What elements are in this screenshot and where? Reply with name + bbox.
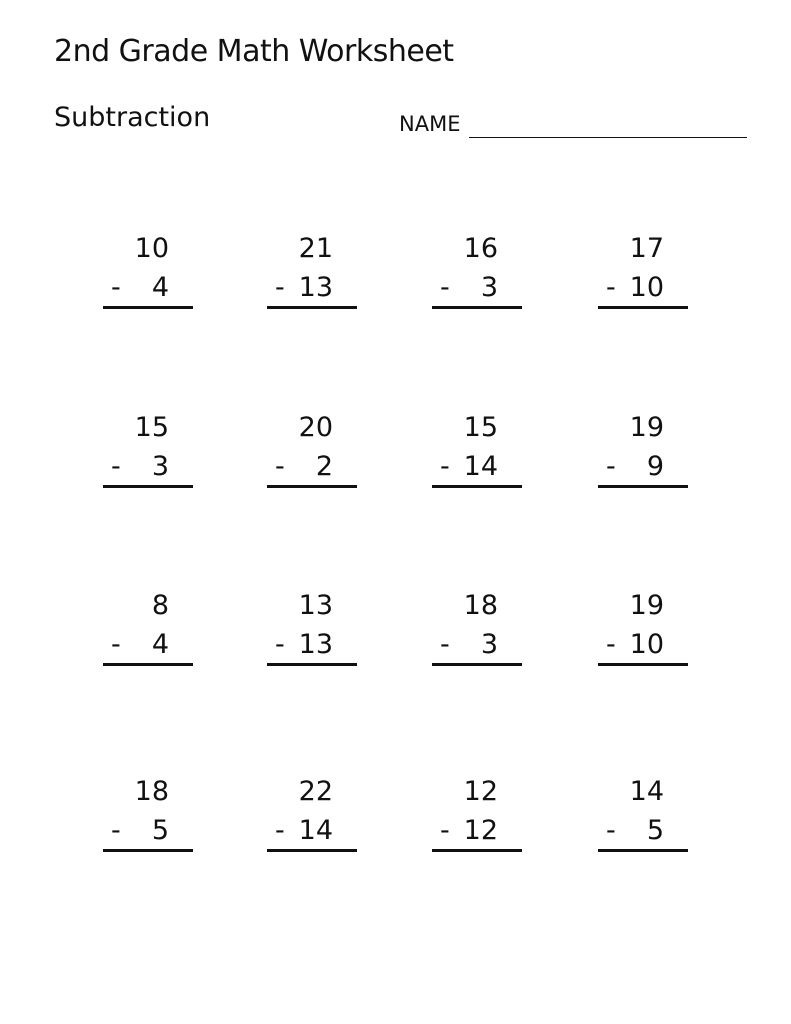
minuend: 15 <box>463 412 498 443</box>
worksheet-title: 2nd Grade Math Worksheet <box>54 34 454 69</box>
minus-sign: - <box>275 451 285 482</box>
problem-10 <box>267 590 357 670</box>
minuend: 21 <box>298 233 333 264</box>
subtrahend: 5 <box>151 815 169 846</box>
name-field-line[interactable] <box>469 137 747 138</box>
problem-1 <box>103 233 193 313</box>
problem-8 <box>598 412 688 492</box>
minuend: 17 <box>629 233 664 264</box>
problem-15 <box>432 776 522 856</box>
answer-line[interactable] <box>103 306 193 309</box>
minuend: 18 <box>134 776 169 807</box>
answer-line[interactable] <box>432 306 522 309</box>
minuend: 16 <box>463 233 498 264</box>
minus-sign: - <box>440 815 450 846</box>
minuend: 15 <box>134 412 169 443</box>
problem-16 <box>598 776 688 856</box>
subtrahend: 4 <box>151 272 169 303</box>
answer-line[interactable] <box>432 485 522 488</box>
subtrahend: 5 <box>646 815 664 846</box>
subtrahend: 14 <box>298 815 333 846</box>
minuend: 10 <box>134 233 169 264</box>
subtrahend: 13 <box>298 629 333 660</box>
answer-line[interactable] <box>267 663 357 666</box>
minus-sign: - <box>440 272 450 303</box>
problem-13 <box>103 776 193 856</box>
minus-sign: - <box>275 815 285 846</box>
answer-line[interactable] <box>103 849 193 852</box>
minuend: 22 <box>298 776 333 807</box>
minus-sign: - <box>275 272 285 303</box>
minuend: 12 <box>463 776 498 807</box>
minus-sign: - <box>606 451 616 482</box>
problem-14 <box>267 776 357 856</box>
subtrahend: 2 <box>315 451 333 482</box>
answer-line[interactable] <box>267 306 357 309</box>
minus-sign: - <box>440 629 450 660</box>
answer-line[interactable] <box>598 306 688 309</box>
problem-9 <box>103 590 193 670</box>
minus-sign: - <box>275 629 285 660</box>
minus-sign: - <box>440 451 450 482</box>
subtrahend: 13 <box>298 272 333 303</box>
problem-12 <box>598 590 688 670</box>
minus-sign: - <box>606 629 616 660</box>
problem-6 <box>267 412 357 492</box>
problem-5 <box>103 412 193 492</box>
problem-4 <box>598 233 688 313</box>
answer-line[interactable] <box>432 663 522 666</box>
subtrahend: 9 <box>646 451 664 482</box>
minus-sign: - <box>606 815 616 846</box>
answer-line[interactable] <box>432 849 522 852</box>
subtrahend: 3 <box>151 451 169 482</box>
minus-sign: - <box>111 272 121 303</box>
subtrahend: 10 <box>629 272 664 303</box>
problem-7 <box>432 412 522 492</box>
problem-2 <box>267 233 357 313</box>
minuend: 13 <box>298 590 333 621</box>
answer-line[interactable] <box>267 849 357 852</box>
answer-line[interactable] <box>103 663 193 666</box>
minuend: 20 <box>298 412 333 443</box>
minuend: 14 <box>629 776 664 807</box>
answer-line[interactable] <box>103 485 193 488</box>
minuend: 8 <box>151 590 169 621</box>
name-label: NAME <box>399 112 461 136</box>
minus-sign: - <box>606 272 616 303</box>
subtrahend: 3 <box>480 272 498 303</box>
minuend: 19 <box>629 590 664 621</box>
minuend: 19 <box>629 412 664 443</box>
subtrahend: 4 <box>151 629 169 660</box>
subtrahend: 10 <box>629 629 664 660</box>
minus-sign: - <box>111 451 121 482</box>
answer-line[interactable] <box>598 663 688 666</box>
answer-line[interactable] <box>267 485 357 488</box>
minus-sign: - <box>111 815 121 846</box>
worksheet-subtitle: Subtraction <box>54 102 211 133</box>
answer-line[interactable] <box>598 485 688 488</box>
problem-3 <box>432 233 522 313</box>
minuend: 18 <box>463 590 498 621</box>
minus-sign: - <box>111 629 121 660</box>
subtrahend: 12 <box>463 815 498 846</box>
subtrahend: 14 <box>463 451 498 482</box>
subtrahend: 3 <box>480 629 498 660</box>
problem-11 <box>432 590 522 670</box>
answer-line[interactable] <box>598 849 688 852</box>
